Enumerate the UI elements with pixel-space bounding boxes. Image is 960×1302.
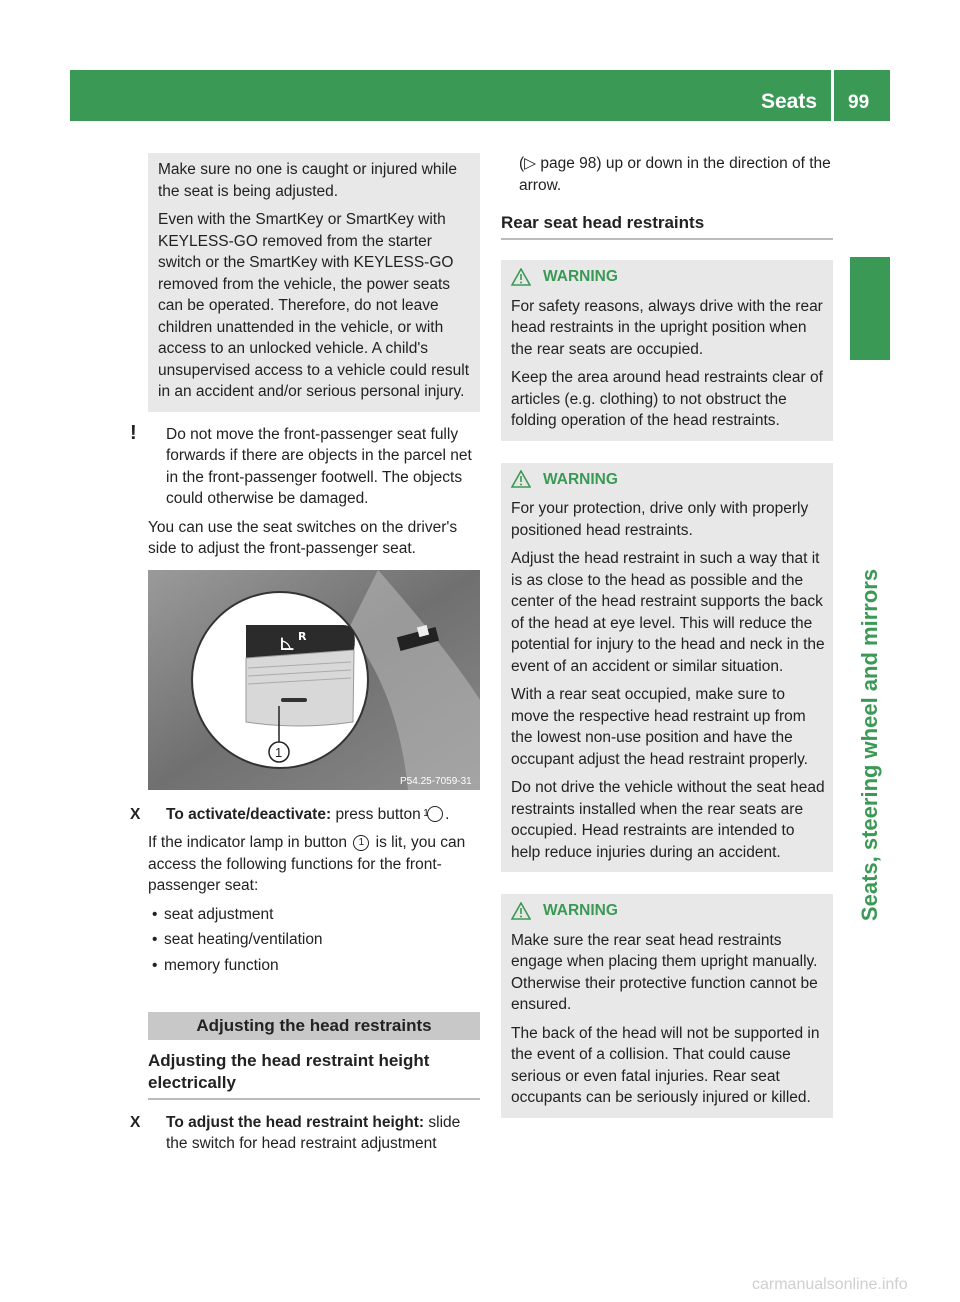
warning-box-1 <box>501 260 833 441</box>
right-column <box>501 153 833 1118</box>
step-activate-end: . <box>445 805 450 823</box>
warning-paragraph: Do not drive the vehicle without the seat head restraints installed when the rear seats are occupied. Head restraints are intended to help reduce injuries during an accident. <box>511 779 825 861</box>
page-number: 99 <box>848 92 870 113</box>
step-activate <box>130 804 480 826</box>
warning-box-3 <box>501 894 833 1118</box>
list-item: • seat adjustment <box>148 904 480 926</box>
function-list <box>148 904 480 977</box>
indicator-paragraph <box>148 832 480 897</box>
continuation-paragraph: (▷ page 98) up or down in the direction of the arrow. <box>519 155 831 194</box>
callout-1-icon: 1 <box>353 835 369 851</box>
exclamation-icon: ! <box>130 421 137 444</box>
callout-1-icon: 1 <box>427 806 443 822</box>
warning-title: WARNING <box>543 470 618 488</box>
side-tab <box>850 257 890 360</box>
step-arrow-icon: X <box>130 1113 141 1131</box>
warning-box-2 <box>501 463 833 873</box>
warning-triangle-icon <box>511 470 531 488</box>
svg-text:R: R <box>298 629 307 643</box>
warning-header <box>511 469 825 491</box>
rear-heading: Rear seat head restraints <box>501 212 833 240</box>
warning-box-left <box>148 153 480 412</box>
figure-label: P54.25-7059-31 <box>400 775 472 787</box>
note-paragraph <box>130 421 480 510</box>
warning-triangle-icon <box>511 902 531 920</box>
warning-title: WARNING <box>543 902 618 919</box>
warning-paragraph: Keep the area around head restraints clear of articles (e.g. clothing) to not obstruct the folding operation of the head restraints. <box>511 369 823 429</box>
section-title-bar: Adjusting the head restraints <box>148 1012 480 1040</box>
warning-triangle-icon <box>511 268 531 286</box>
step-arrow-icon: X <box>130 805 141 823</box>
note-text: Do not move the front-passenger seat fully forwards if there are objects in the parcel net in the front-passenger footwell. The objects could otherwise be damaged. <box>166 425 472 507</box>
indicator-lamp <box>281 698 307 702</box>
warning-header <box>511 900 825 922</box>
intro-paragraph: You can use the seat switches on the driver's side to adjust the front-passenger seat. <box>148 518 458 557</box>
warning-paragraph: The back of the head will not be supported in the event of a collision. That could cause serious or even fatal injuries. Rear seat occupants can be seriously injured or killed. <box>511 1024 820 1106</box>
header-separator <box>831 70 834 121</box>
warning-left-p1: Make sure no one is caught or injured while the seat is being adjusted. <box>158 161 457 200</box>
indicator-text-2: is lit, you can access the following functions for the front-passenger seat: <box>148 834 466 894</box>
seat-button-lower <box>246 650 354 726</box>
figure-callout: 1 <box>275 744 283 760</box>
step-activate-label: To activate/deactivate: <box>166 805 332 823</box>
chapter-title: Seats <box>761 90 818 113</box>
list-item: • memory function <box>148 955 480 977</box>
svg-text:⊾: ⊾ <box>278 630 297 656</box>
step-adjust-label: To adjust the head restraint height: <box>166 1113 425 1131</box>
indicator-text-1: If the indicator lamp in button <box>148 834 348 851</box>
step-adjust-text: slide the switch for head restraint adjustment <box>166 1113 461 1152</box>
left-column <box>130 153 480 1162</box>
subheading: Adjusting the head restraint height electrically <box>148 1050 480 1100</box>
watermark: carmanualsonline.info <box>752 1276 908 1293</box>
warning-header <box>511 266 825 288</box>
warning-title: WARNING <box>543 268 618 285</box>
side-tab-label: Seats, steering wheel and mirrors <box>857 568 882 922</box>
warning-left-p2: Even with the SmartKey or SmartKey with KEYLESS-GO removed from the starter switch or the SmartKey with KEYLESS-GO removed from the vehicle, the power seats can be operated. Therefore, do not leave children unattended in the vehicle, or with access to an unlocked vehicle. A child's unsupervised access to a vehicle could result in an accident and/or serious personal injury. <box>158 211 470 400</box>
step-adjust-height <box>130 1112 480 1155</box>
warning-paragraph: Adjust the head restraint in such a way that it is as close to the head as possible and the center of the head restraint supports the back of the head at eye level. This will reduce the potential for injury to the head and neck in the event of an accident or similar situation. <box>511 550 825 675</box>
seat-switch-figure <box>148 570 480 790</box>
warning-paragraph: Make sure the rear seat head restraints engage when placing them upright manually. Otherwise their protective function cannot be ensured. <box>511 931 818 1013</box>
warning-paragraph: For safety reasons, always drive with the rear head restraints in the upright position when the rear seats are occupied. <box>511 297 823 358</box>
list-item: • seat heating/ventilation <box>148 929 480 951</box>
step-activate-text: press button <box>335 805 421 823</box>
warning-paragraph: For your protection, drive only with properly positioned head restraints. <box>511 500 809 539</box>
warning-paragraph: With a rear seat occupied, make sure to move the respective head restraint up from the lowest non-use position and have the occupant adjust the head restraint properly. <box>511 686 808 768</box>
